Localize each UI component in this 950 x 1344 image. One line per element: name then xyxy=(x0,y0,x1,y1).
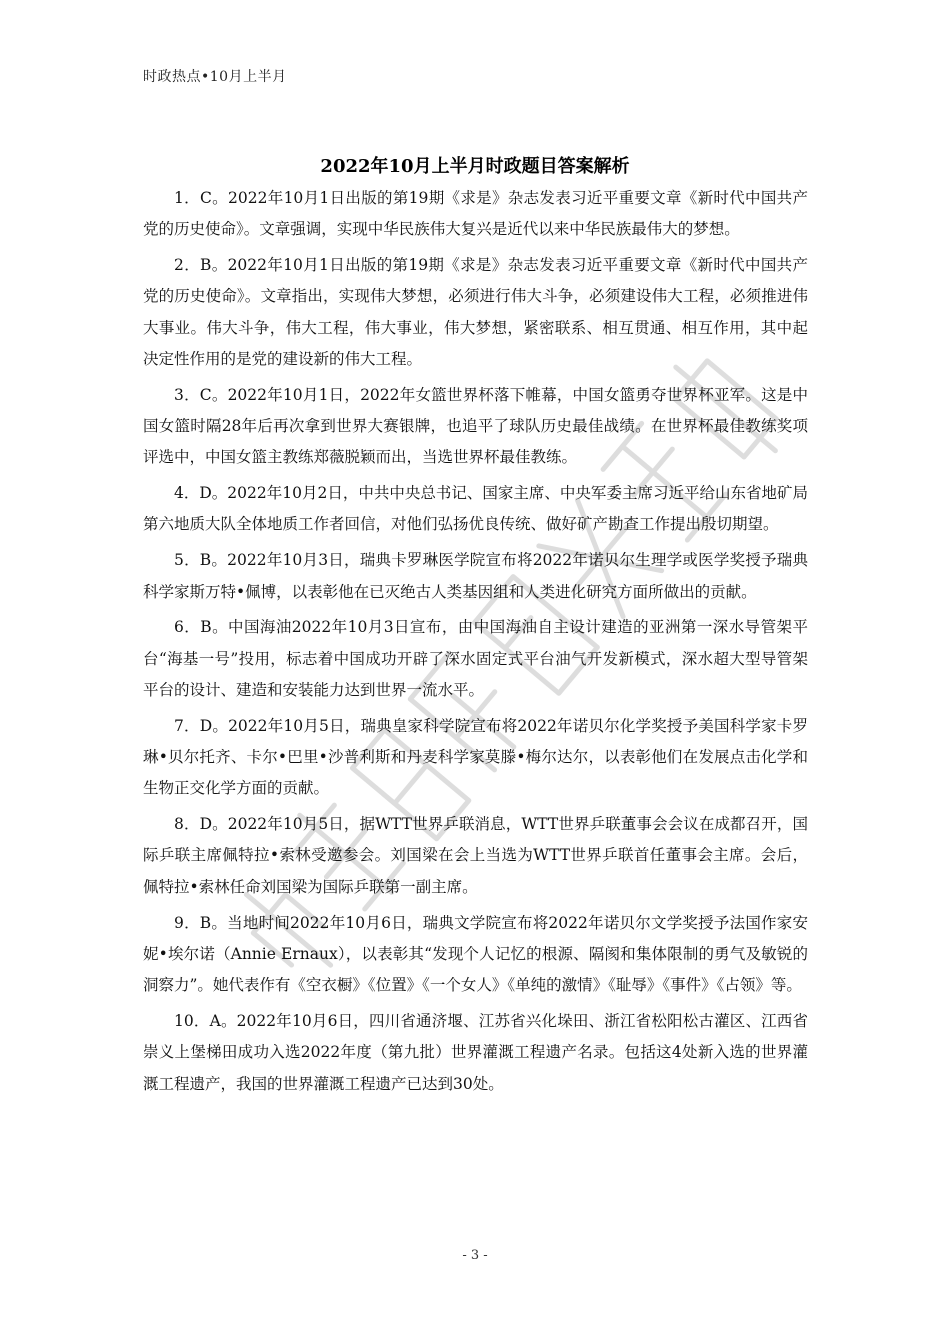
answer-item: 3．C。2022年10月1日，2022年女篮世界杯落下帷幕，中国女篮勇夺世界杯亚军。这是中国女篮时隔28年后再次拿到世界大赛银牌，也追平了球队历史最佳战绩。在世界杯最佳教练奖项评选中，中国女篮主教练郑薇脱颖而出，当选世界杯最佳教练。 xyxy=(143,385,808,467)
answer-item: 8．D。2022年10月5日，据WTT世界乒联消息，WTT世界乒联董事会会议在成都召开，国际乒联主席佩特拉•索林受邀参会。刘国梁在会上当选为WTT世界乒联首任董事会主席。会后，佩特拉•索林任命刘国梁为国际乒联第一副主席。 xyxy=(143,815,808,896)
page-title: 2022年10月上半月时政题目答案解析 xyxy=(320,156,630,177)
page-number: - 3 - xyxy=(462,1248,488,1263)
answer-item: 5．B。2022年10月3日，瑞典卡罗琳医学院宣布将2022年诺贝尔生理学或医学奖授予瑞典科学家斯万特•佩博，以表彰他在已灭绝古人类基因组和人类进化研究方面所做出的贡献。 xyxy=(143,551,808,601)
answer-item: 9．B。当地时间2022年10月6日，瑞典文学院宣布将2022年诺贝尔文学奖授予法国作家安妮•埃尔诺（Annie Ernaux），以表彰其“发现个人记忆的根源、隔阂和集体限制的勇气及敏锐的洞察力”。她代表作有《空衣橱》《位置》《一个女人》《单纯的激情》《耻辱》《事件》《占领》等。 xyxy=(143,913,808,995)
answer-item: 1．C。2022年10月1日出版的第19期《求是》杂志发表习近平重要文章《新时代中国共产党的历史使命》。文章强调，实现中华民族伟大复兴是近代以来中华民族最伟大的梦想。 xyxy=(143,189,808,239)
answer-item: 7．D。2022年10月5日，瑞典皇家科学院宣布将2022年诺贝尔化学奖授予美国科学家卡罗琳•贝尔托齐、卡尔•巴里•沙普利斯和丹麦科学家莫滕•梅尔达尔，以表彰他们在发展点击化学和生物正交化学方面的贡献。 xyxy=(143,716,808,798)
answer-item: 2．B。2022年10月1日出版的第19期《求是》杂志发表习近平重要文章《新时代中国共产党的历史使命》。文章指出，实现伟大梦想，必须进行伟大斗争，必须建设伟大工程，必须推进伟大事业。伟大斗争，伟大工程，伟大事业，伟大梦想，紧密联系、相互贯通、相互作用，其中起决定性作用的是党的建设新的伟大工程。 xyxy=(143,256,808,368)
answer-list xyxy=(143,183,808,1104)
answer-item: 4．D。2022年10月2日，中共中央总书记、国家主席、中央军委主席习近平给山东省地矿局第六地质大队全体地质工作者回信，对他们弘扬优良传统、做好矿产勘查工作提出殷切期望。 xyxy=(143,484,808,534)
page-header: 时政热点•10月上半月 xyxy=(143,69,287,85)
answer-item: 6．B。中国海油2022年10月3日宣布，由中国海油自主设计建造的亚洲第一深水导管架平台“海基一号”投用，标志着中国成功开辟了深水固定式平台油气开发新模式，深水超大型导管架平台的设计、建造和安装能力达到世界一流水平。 xyxy=(143,618,808,699)
answer-item: 10．A。2022年10月6日，四川省通济堰、江苏省兴化垛田、浙江省松阳松古灌区、江西省崇义上堡梯田成功入选2022年度（第九批）世界灌溉工程遗产名录。包括这4处新入选的世界灌溉工程遗产，我国的世界灌溉工程遗产已达到30处。 xyxy=(143,1011,808,1093)
